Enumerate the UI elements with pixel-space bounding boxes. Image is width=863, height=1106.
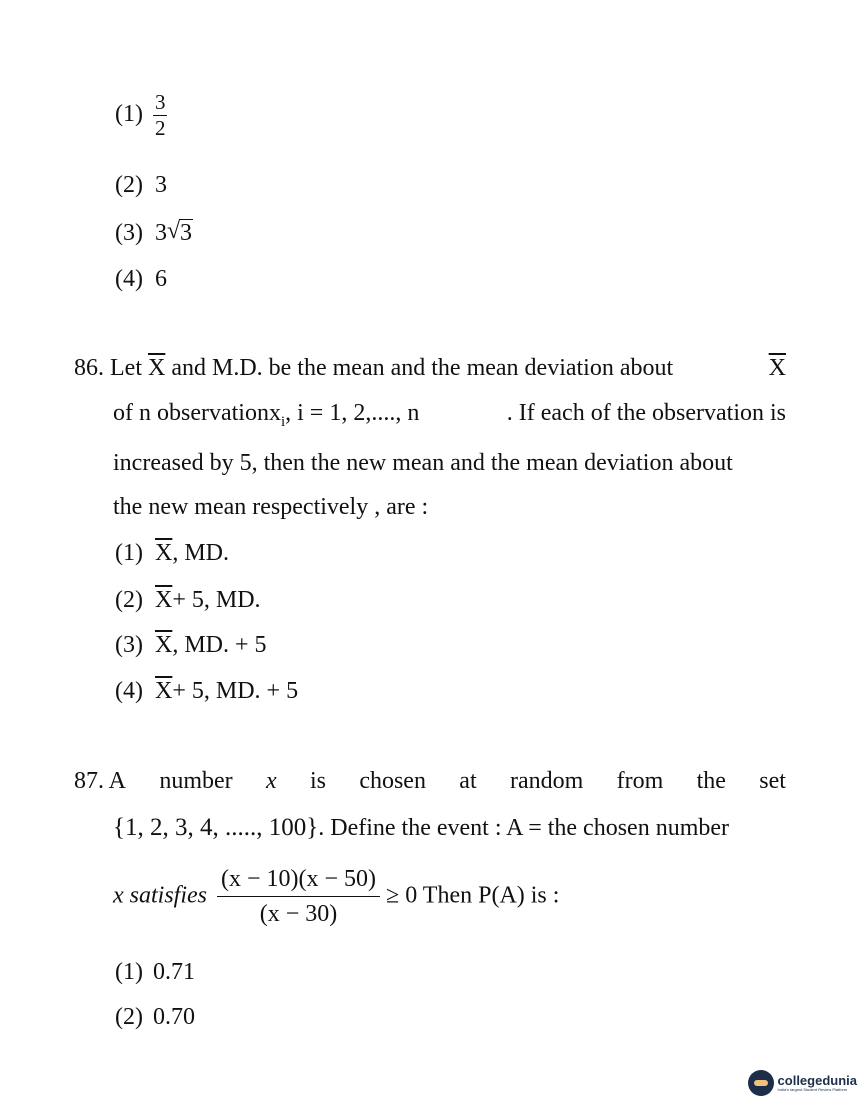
q87-then: ≥ 0 Then P(A) is : (386, 882, 560, 909)
q86-line-1-rest: and M.D. be the mean and the mean deviation about (165, 355, 674, 381)
q86-line-1-text (74, 355, 673, 382)
q86-option-1 (115, 540, 229, 567)
option-text: + 5, MD. + 5 (172, 678, 299, 704)
q86-line-2 (113, 400, 786, 431)
option-text: 0.70 (152, 1004, 195, 1030)
q86-line-2-a: of n observation (113, 400, 269, 426)
xbar: $\overline{X}$ (154, 632, 173, 658)
q86-line-4: the new mean respectively , are : (113, 494, 429, 520)
xbar: $\overline{X}$ (154, 678, 173, 704)
square-root (167, 220, 193, 247)
logo-tagline: India's largest Student Review Platform (777, 1087, 848, 1092)
logo-brand: collegedunia (777, 1073, 857, 1088)
q87-option-2 (115, 1004, 195, 1031)
word: from (616, 768, 664, 794)
q86-intro: 86. Let (74, 355, 148, 381)
q86-option-2 (115, 587, 261, 614)
option-number: (1) (115, 959, 143, 985)
q86-line-1 (74, 355, 786, 382)
fraction (153, 92, 168, 139)
q87-satisfies: x satisfies (113, 882, 207, 909)
mascot-icon (748, 1070, 774, 1096)
fraction-numerator: 3 (154, 90, 166, 114)
inequality-fraction (217, 866, 380, 928)
subscript-i: i (280, 413, 286, 430)
q86-line-2-left (113, 400, 419, 431)
collegedunia-logo (748, 1070, 857, 1096)
q86-option-3 (115, 632, 267, 659)
word: random (509, 768, 584, 794)
number-set: {1, 2, 3, 4, ....., 100} (113, 814, 319, 841)
option-number: (2) (115, 172, 143, 198)
word: the (696, 768, 726, 794)
word: chosen (359, 768, 426, 794)
fraction-denominator: 2 (154, 116, 166, 140)
option-text: , MD. (172, 540, 229, 566)
coefficient: 3 (154, 220, 167, 246)
q86-line-2-b: , i = 1, 2,...., n (285, 400, 420, 426)
q87-line-3 (113, 866, 559, 928)
xbar: $\overline{X}$ (147, 355, 166, 381)
word: is (309, 768, 326, 794)
option-number: (3) (115, 632, 143, 658)
option-text: 3 (154, 172, 167, 198)
radicand: 3 (179, 220, 192, 246)
option-1-prev (115, 92, 167, 139)
variable-x: x (265, 768, 277, 794)
option-text: + 5, MD. (172, 587, 261, 613)
q87-line-2-rest: . Define the event : A = the chosen number (318, 815, 730, 841)
q86-option-4 (115, 678, 298, 705)
variable-x: x (268, 400, 281, 426)
logo-text (778, 1074, 857, 1092)
option-4-prev (115, 266, 167, 293)
option-number: (3) (115, 220, 143, 246)
option-text: , MD. + 5 (172, 632, 267, 658)
option-text: 0.71 (152, 959, 195, 985)
q87-line-1 (74, 768, 786, 795)
word: number (159, 768, 233, 794)
option-3-prev (115, 220, 193, 247)
q87-option-1 (115, 959, 195, 986)
word: at (459, 768, 477, 794)
option-number: (4) (115, 678, 143, 704)
fraction-denominator: (x − 30) (259, 901, 338, 928)
option-number: (4) (115, 266, 143, 292)
option-text: 6 (154, 266, 167, 292)
word: set (759, 768, 786, 794)
word: 87. A (74, 768, 127, 794)
fraction-numerator: (x − 10)(x − 50) (217, 866, 380, 897)
option-2-prev (115, 172, 167, 199)
radical-sign-icon: √ (166, 218, 181, 244)
option-number: (1) (115, 101, 143, 128)
q87-line-2 (113, 814, 729, 842)
xbar: $\overline{X}$ (768, 355, 786, 381)
xbar: $\overline{X}$ (154, 540, 173, 566)
option-number: (1) (115, 540, 143, 566)
option-number: (2) (115, 587, 143, 613)
q86-line-3: increased by 5, then the new mean and the mean deviation about (113, 450, 733, 476)
option-number: (2) (115, 1004, 143, 1030)
xbar: $\overline{X}$ (154, 587, 173, 613)
q86-line-2-c: . If each of the observation is (506, 400, 786, 426)
